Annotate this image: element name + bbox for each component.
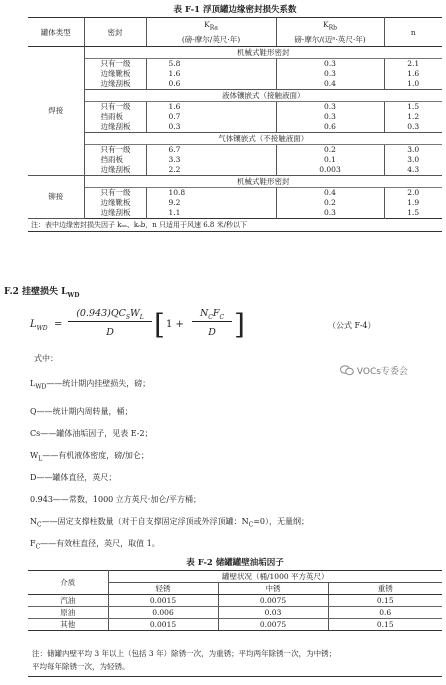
krb-cell: 0.3: [276, 59, 384, 70]
n-cell: 1.9: [407, 198, 420, 207]
table-row: [28, 188, 442, 199]
seal-cell: 只有一级: [84, 145, 146, 156]
value-cell: 0.0075: [218, 619, 328, 631]
seal-cell: 挡雨板: [84, 112, 146, 122]
header-kra: $K_{Ra}$ (磅-摩尔/英尺·年): [146, 18, 276, 47]
rust-factor-table: [28, 570, 442, 631]
n-cell: 1.6: [407, 69, 420, 78]
kra-cell: 1.6: [146, 69, 276, 79]
krb-cell: 0.003: [276, 165, 384, 176]
seal-loss-table: [28, 17, 442, 232]
header-wall-condition: 罐壁状况（桶/1000 平方英尺）: [108, 571, 442, 583]
table1-caption: 表 F-1 浮顶罐边缘密封损失系数: [173, 5, 297, 15]
table2-bottom-rule: [28, 676, 442, 677]
krb-cell: 0.1: [276, 155, 384, 165]
kra-cell: 1.6: [146, 102, 276, 113]
formula-right-bracket: ]: [234, 308, 245, 341]
table-row: [28, 595, 442, 607]
section-heading: F.2 挂壁损失 $L_{WD}$: [4, 287, 80, 299]
table1-note-row: [28, 219, 442, 232]
table-row: [28, 619, 442, 631]
header-n: n: [384, 18, 442, 47]
seal-cell: 边缘刮板: [84, 122, 146, 133]
krb-cell: 0.4: [276, 79, 384, 90]
table1-header-row: [28, 18, 442, 47]
def-nc: $N_C——$固定支撑柱数量（对于自支撑固定浮顶或外浮顶罐：$N_C=0$），无量纲；: [30, 517, 309, 529]
krb-cell: 0.4: [276, 188, 384, 199]
n-cell: 3.0: [407, 155, 420, 164]
table-row: [28, 79, 442, 90]
formula-denominator-2: D: [208, 327, 216, 338]
watermark: VOCs专委会: [340, 364, 408, 379]
table2-header-row: [28, 571, 442, 583]
table-row: [28, 69, 442, 79]
header-tank-type: 罐体类型: [28, 18, 84, 47]
kra-cell: 10.8: [146, 188, 276, 199]
kra-cell: 6.7: [146, 145, 276, 156]
n-cell: 1.5: [407, 208, 420, 217]
kra-cell: 2.2: [146, 165, 276, 176]
def-constant: 0.943——常数，1000 立方英尺·加仑/平方桶；: [30, 495, 202, 504]
kra-cell: 9.2: [146, 198, 276, 208]
formula-left-bracket: [: [154, 308, 165, 341]
seal-cell: 只有一级: [84, 59, 146, 70]
table-row: [28, 208, 442, 219]
value-cell: 0.006: [108, 607, 218, 619]
def-d: D——罐体直径，英尺；: [30, 473, 117, 482]
table2-note-line1: 注：储罐内壁平均 3 年以上（包括 3 年）除锈一次，为重锈；平均两年除锈一次，为中锈；: [32, 649, 337, 658]
section-title: 机械式鞋形密封: [84, 47, 442, 59]
krb-cell: 0.3: [276, 69, 384, 79]
value-cell: 0.0075: [218, 595, 328, 607]
formula-label: （公式 F-4）: [328, 321, 376, 330]
where-label: 式中：: [34, 354, 58, 363]
krb-cell: 0.3: [276, 208, 384, 219]
n-cell: 1.0: [407, 79, 420, 88]
krb-cell: 0.6: [276, 122, 384, 133]
def-cs: Cs——罐体油垢因子，见表 E-2；: [30, 429, 153, 438]
seal-cell: 边缘刮板: [84, 165, 146, 176]
kra-cell: 1.1: [146, 208, 276, 219]
table2-note-line2: 平均每年除锈一次，为轻锈。: [32, 662, 130, 671]
def-wl: $W_L——$有机液体密度，磅/加仑；: [30, 451, 149, 463]
header-medium-rust: 中锈: [218, 583, 328, 595]
formula-one-plus: 1 +: [166, 319, 184, 330]
krb-cell: 0.3: [276, 102, 384, 113]
table-row: [28, 145, 442, 156]
chat-bubble-icon: [340, 365, 354, 379]
group-welded: 焊接: [28, 47, 84, 176]
formula-f4: [30, 305, 260, 349]
table-row: [28, 165, 442, 176]
formula-equals: =: [54, 319, 63, 330]
seal-cell: 边缘靴板: [84, 69, 146, 79]
krb-cell: 0.2: [276, 145, 384, 156]
table-row: [28, 607, 442, 619]
section-title: 气体镶嵌式（不接触液面）: [84, 133, 442, 145]
formula-numerator-2: $N_CF_C$: [192, 308, 232, 322]
n-cell: 1.2: [407, 112, 420, 121]
header-krb: $K_{Rb}$ 磅-摩尔/(迈ⁿ·英尺·年): [276, 18, 384, 47]
kra-cell: 5.8: [146, 59, 276, 70]
table-row: [28, 59, 442, 70]
def-fc: $F_C——$有效柱直径，英尺，取值 1。: [30, 539, 160, 551]
value-cell: 0.6: [328, 607, 442, 619]
header-seal: 密封: [84, 18, 146, 47]
value-cell: 0.15: [328, 619, 442, 631]
value-cell: 0.0015: [108, 595, 218, 607]
seal-cell: 边缘刮板: [84, 79, 146, 90]
value-cell: 0.03: [218, 607, 328, 619]
header-heavy-rust: 重锈: [328, 583, 442, 595]
group-riveted: 铆接: [28, 176, 84, 219]
n-cell: 3.0: [407, 145, 420, 154]
n-cell: 0.3: [407, 122, 420, 131]
medium-cell: 其他: [28, 619, 108, 631]
krb-cell: 0.3: [276, 112, 384, 122]
table-row: [28, 112, 442, 122]
header-light-rust: 轻锈: [108, 583, 218, 595]
n-cell: 1.5: [407, 102, 420, 111]
seal-cell: 只有一级: [84, 102, 146, 113]
table-row: [28, 198, 442, 208]
formula-denominator: D: [106, 327, 114, 338]
value-cell: 0.0015: [108, 619, 218, 631]
kra-cell: 0.3: [146, 122, 276, 133]
value-cell: 0.15: [328, 595, 442, 607]
medium-cell: 汽油: [28, 595, 108, 607]
kra-cell: 3.3: [146, 155, 276, 165]
header-medium: 介质: [28, 571, 108, 595]
section-title: 机械式鞋形密封: [84, 176, 442, 188]
section-row: [28, 47, 442, 59]
section-row: [28, 90, 442, 102]
formula-numerator: $(0.943)QC_SW_L$: [68, 308, 152, 322]
section-row: [28, 176, 442, 188]
section-row: [28, 133, 442, 145]
table2-caption: 表 F-2 储罐罐壁油垢因子: [186, 558, 284, 568]
krb-cell: 0.2: [276, 198, 384, 208]
n-cell: 2.1: [407, 59, 420, 68]
kra-cell: 0.6: [146, 79, 276, 90]
seal-cell: 边缘刮板: [84, 208, 146, 219]
def-q: Q——统计期内周转量，桶；: [30, 407, 133, 416]
n-cell: 4.3: [384, 165, 442, 176]
table-row: [28, 102, 442, 113]
seal-cell: 边缘靴板: [84, 198, 146, 208]
seal-cell: 只有一级: [84, 188, 146, 199]
table-row: [28, 122, 442, 133]
kra-cell: 0.7: [146, 112, 276, 122]
def-lwd: $L_{WD}——$统计期内挂壁损失，磅；: [30, 379, 151, 391]
table-row: [28, 155, 442, 165]
table1-note: 注：表中边缘密封损失因子 kₒₐ、kₒb，n 只适用于风速 6.8 米/秒以下: [28, 219, 442, 232]
n-cell: 2.0: [407, 188, 420, 197]
medium-cell: 原油: [28, 607, 108, 619]
seal-cell: 挡雨板: [84, 155, 146, 165]
section-title: 液体镶嵌式（接触液面）: [84, 90, 442, 102]
formula-lhs: $L_{WD}$: [30, 319, 48, 332]
